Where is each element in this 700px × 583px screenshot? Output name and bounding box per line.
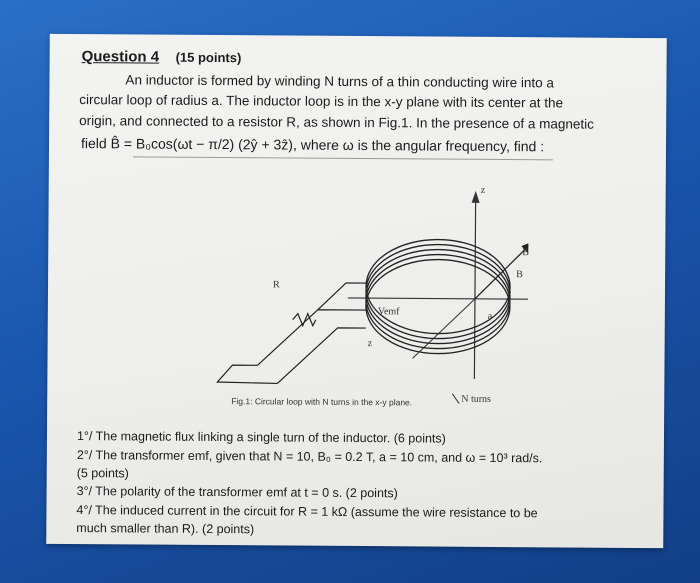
- question-item-3: 3°/ The polarity of the transformer emf at t = 0 s. (2 points): [76, 484, 398, 501]
- radius-label: a: [487, 310, 493, 322]
- resistor-label: R: [273, 279, 280, 291]
- n-turns-label: N turns: [461, 393, 492, 405]
- question-item-2: 2°/ The transformer emf, given that N = 10, B₀ = 0.2 T, a = 10 cm, and ω = 10³ rad/s.: [76, 448, 543, 466]
- y-axis: [348, 298, 529, 300]
- inductor-loop-figure: [197, 184, 528, 404]
- problem-line-1: An inductor is formed by winding N turns of a thin conducting wire into a: [125, 72, 554, 91]
- z-axis-arrow: [472, 191, 480, 203]
- question-item-2-points: (5 points): [76, 466, 129, 481]
- z-axis: [474, 197, 475, 379]
- question-item-4-cont: much smaller than R). (2 points): [76, 521, 255, 537]
- b-label-2: B: [516, 269, 523, 281]
- figure-caption: Fig.1: Circular loop with N turns in the x-y plane.: [231, 396, 413, 408]
- z-axis-label: z: [480, 184, 486, 196]
- question-points: (15 points): [175, 49, 242, 66]
- x-axis-label: z: [367, 338, 373, 350]
- divider-line: [133, 156, 553, 160]
- question-item-4: 4°/ The induced current in the circuit for R = 1 kΩ (assume the wire resistance to be: [76, 503, 538, 521]
- b-label-1: B: [522, 247, 529, 259]
- question-item-1: 1°/ The magnetic flux linking a single turn of the inductor. (6 points): [76, 429, 446, 446]
- question-sheet: [46, 34, 667, 548]
- problem-line-3: origin, and connected to a resistor R, as shown in Fig.1. In the presence of a magnetic: [79, 113, 595, 132]
- coil-loops: [366, 239, 511, 354]
- problem-line-2: circular loop of radius a. The inductor loop is in the x-y plane with its center at the: [79, 92, 564, 111]
- problem-line-4: field B̂ = B₀cos(ωt − π/2) (2ŷ + 3ẑ), where ω is the angular frequency, find :: [80, 135, 545, 155]
- n-turns-pointer: [452, 394, 459, 404]
- question-title: Question 4: [81, 48, 160, 66]
- circuit-wires: [217, 282, 366, 384]
- circuit-diagram: [197, 184, 529, 405]
- vemf-label: Vemf: [377, 306, 400, 318]
